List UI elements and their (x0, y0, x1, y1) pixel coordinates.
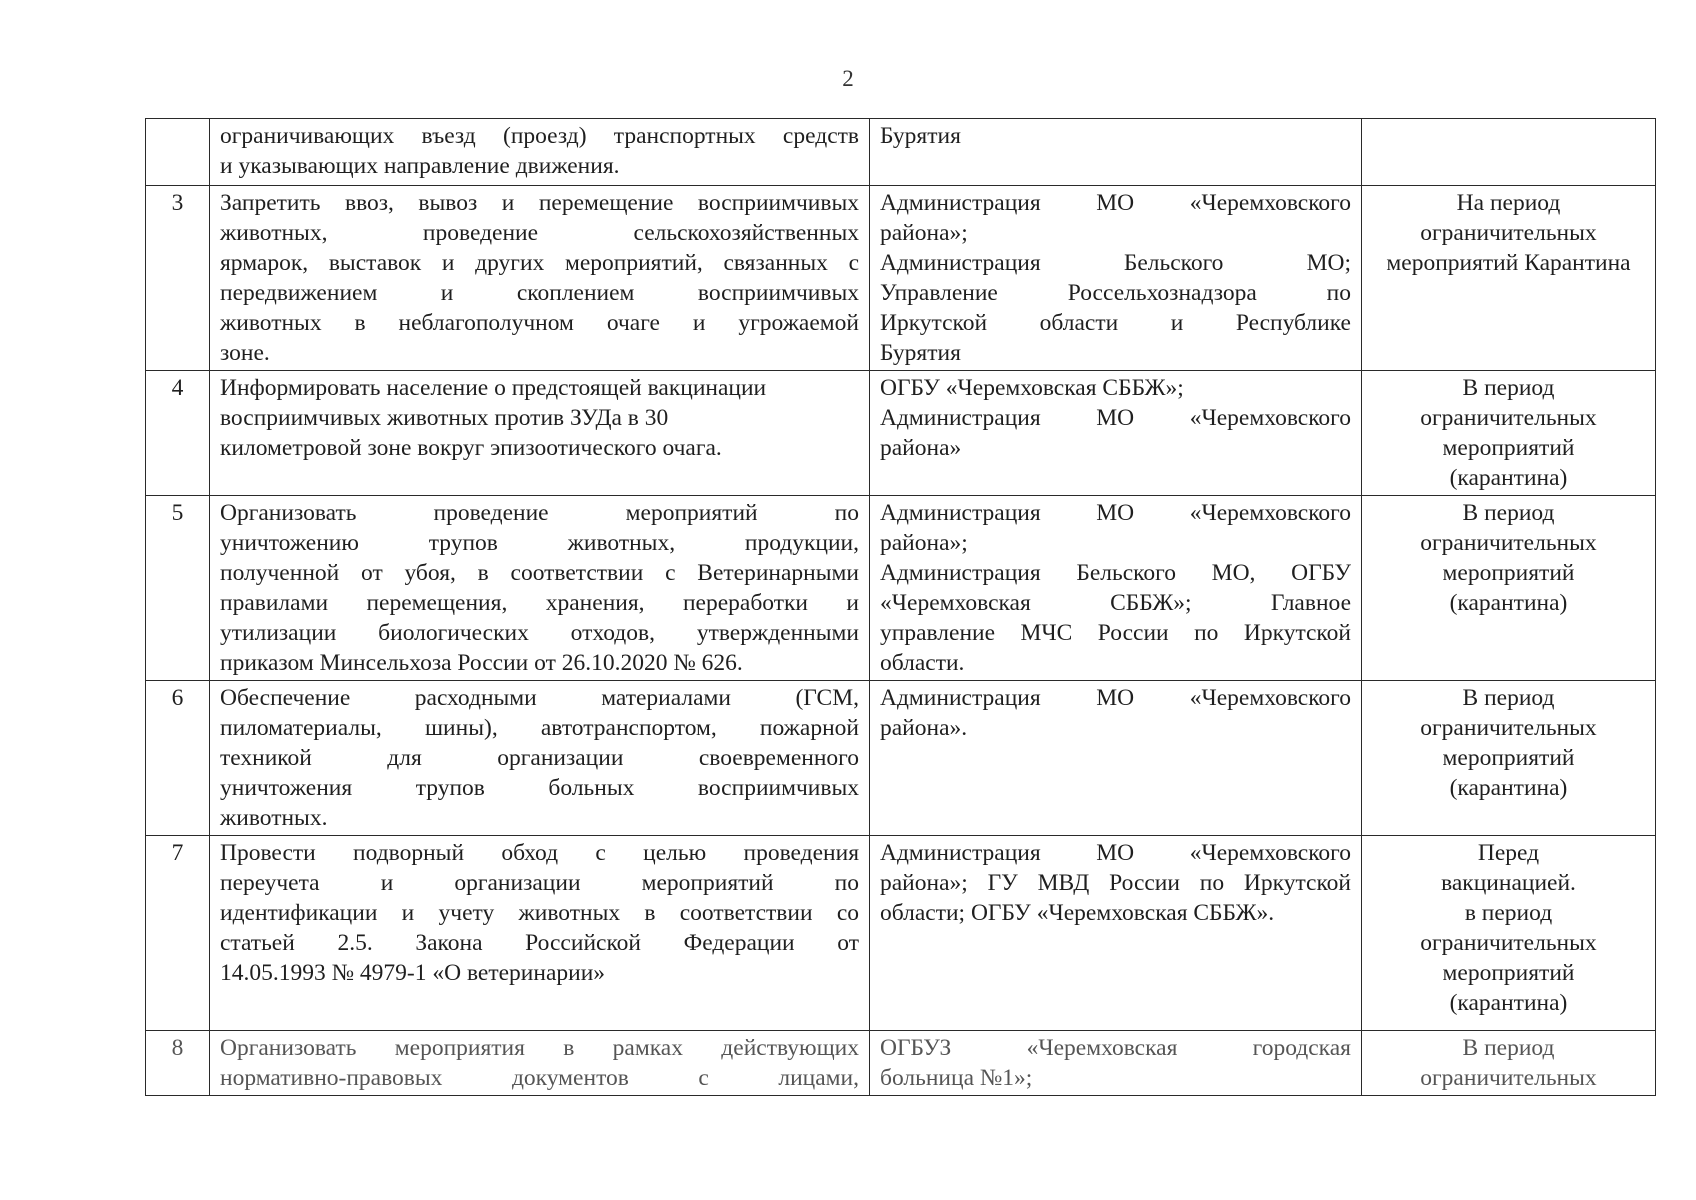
executor-line: Бурятия (880, 123, 961, 149)
action-line: уничтожения трупов больных восприимчивых (220, 775, 859, 801)
period-line: На период (1456, 190, 1561, 216)
period-line: Перед (1477, 840, 1540, 866)
executor-line: больница №1»; (880, 1065, 1033, 1091)
action-line: животных. (220, 805, 328, 831)
action-line: Информировать население о предстоящей вакцинации (220, 375, 767, 401)
period-cell (1362, 496, 1656, 681)
executor-line: района» (880, 435, 962, 461)
executor-line: Администрация Бельского МО; (880, 250, 1351, 276)
period-line: ограничительных (1420, 405, 1597, 431)
executor-line: Бурятия (880, 340, 961, 366)
row-number-cell: 6 (146, 681, 210, 836)
period-line: (карантина) (1449, 590, 1568, 616)
row-number-cell: 4 (146, 371, 210, 496)
action-line: приказом Минсельхоза России от 26.10.2020 № 626. (220, 650, 743, 676)
period-line: мероприятий (1442, 435, 1575, 461)
action-line: Обеспечение расходными материалами (ГСМ, (220, 685, 859, 711)
period-line: в период (1464, 900, 1553, 926)
action-cell (210, 681, 870, 836)
period-cell (1362, 1031, 1656, 1096)
action-line: Организовать мероприятия в рамках действующих (220, 1035, 859, 1061)
period-line: ограничительных (1420, 1065, 1597, 1091)
executor-line: района»; (880, 220, 968, 246)
action-cell (210, 371, 870, 496)
executor-cell (870, 496, 1362, 681)
executor-line: Администрация МО «Черемховского (880, 840, 1351, 866)
measures-table-body (146, 119, 1656, 1096)
period-line: В период (1462, 685, 1555, 711)
action-line: идентификации и учету животных в соответствии со (220, 900, 859, 926)
executor-line: Администрация МО «Черемховского (880, 500, 1351, 526)
period-line: В период (1462, 375, 1555, 401)
executor-line: Администрация МО «Черемховского (880, 405, 1351, 431)
action-line: километровой зоне вокруг эпизоотического очага. (220, 435, 722, 461)
row-number-cell: 7 (146, 836, 210, 1031)
period-line: мероприятий (1442, 960, 1575, 986)
period-line: ограничительных (1420, 930, 1597, 956)
row-number-cell: 8 (146, 1031, 210, 1096)
period-line: мероприятий (1442, 745, 1575, 771)
table-row (146, 836, 1656, 1031)
executor-line: Администрация МО «Черемховского (880, 685, 1351, 711)
action-line: утилизации биологических отходов, утвержденными (220, 620, 859, 646)
executor-line: «Черемховская СББЖ»; Главное (880, 590, 1351, 616)
executor-cell (870, 371, 1362, 496)
action-line: восприимчивых животных против ЗУДа в 30 (220, 405, 669, 431)
executor-cell (870, 186, 1362, 371)
table-row (146, 496, 1656, 681)
action-line: уничтожению трупов животных, продукции, (220, 530, 859, 556)
table-row (146, 371, 1656, 496)
executor-line: района»; ГУ МВД России по Иркутской (880, 870, 1351, 896)
action-cell (210, 496, 870, 681)
action-line: зоне. (220, 340, 270, 366)
period-cell (1362, 119, 1656, 186)
executor-line: Администрация Бельского МО, ОГБУ (880, 560, 1351, 586)
period-line: В период (1462, 1035, 1555, 1061)
action-line: переучета и организации мероприятий по (220, 870, 859, 896)
action-line: передвижением и скоплением восприимчивых (220, 280, 859, 306)
action-line: животных, проведение сельскохозяйственных (220, 220, 859, 246)
executor-line: области. (880, 650, 965, 676)
table-row (146, 1031, 1656, 1096)
action-cell (210, 1031, 870, 1096)
period-line: ограничительных (1420, 715, 1597, 741)
executor-line: района». (880, 715, 968, 741)
action-line: ярмарок, выставок и других мероприятий, связанных с (220, 250, 859, 276)
row-number-cell: 5 (146, 496, 210, 681)
measures-table (145, 118, 1656, 1096)
action-line: правилами перемещения, хранения, переработки и (220, 590, 859, 616)
action-line: и указывающих направление движения. (220, 153, 620, 179)
executor-line: области; ОГБУ «Черемховская СББЖ». (880, 900, 1275, 926)
table-row (146, 186, 1656, 371)
action-cell (210, 119, 870, 186)
action-cell (210, 836, 870, 1031)
period-cell (1362, 371, 1656, 496)
action-line: 14.05.1993 № 4979-1 «О ветеринарии» (220, 960, 606, 986)
executor-line: управление МЧС России по Иркутской (880, 620, 1351, 646)
action-line: нормативно-правовых документов с лицами, (220, 1065, 859, 1091)
action-line: ограничивающих въезд (проезд) транспортных средств (220, 123, 859, 149)
action-line: Провести подворный обход с целью проведения (220, 840, 859, 866)
row-number-cell (146, 119, 210, 186)
table-row (146, 681, 1656, 836)
period-line: В период (1462, 500, 1555, 526)
executor-line: Администрация МО «Черемховского (880, 190, 1351, 216)
action-line: полученной от убоя, в соответствии с Ветеринарными (220, 560, 859, 586)
action-line: техникой для организации своевременного (220, 745, 859, 771)
period-line: (карантина) (1449, 990, 1568, 1016)
period-line: ограничительных (1420, 220, 1597, 246)
action-line: животных в неблагополучном очаге и угрожаемой (220, 310, 859, 336)
executor-cell (870, 836, 1362, 1031)
executor-cell (870, 1031, 1362, 1096)
action-line: Организовать проведение мероприятий по (220, 500, 859, 526)
page-number: 2 (842, 66, 854, 91)
period-cell (1362, 681, 1656, 836)
table-row (146, 119, 1656, 186)
period-line: мероприятий (1442, 560, 1575, 586)
executor-line: ОГБУ «Черемховская СББЖ»; (880, 375, 1184, 401)
action-line: Запретить ввоз, вывоз и перемещение восприимчивых (220, 190, 859, 216)
action-line: пиломатериалы, шины), автотранспортом, пожарной (220, 715, 859, 741)
executor-line: района»; (880, 530, 968, 556)
row-number-cell: 3 (146, 186, 210, 371)
period-cell (1362, 836, 1656, 1031)
executor-line: Иркутской области и Республике (880, 310, 1351, 336)
executor-line: ОГБУЗ «Черемховская городская (880, 1035, 1351, 1061)
action-line: статьей 2.5. Закона Российской Федерации от (220, 930, 859, 956)
period-cell (1362, 186, 1656, 371)
action-cell (210, 186, 870, 371)
executor-cell (870, 119, 1362, 186)
period-line: (карантина) (1449, 465, 1568, 491)
period-line: мероприятий Карантина (1386, 250, 1631, 276)
period-line: (карантина) (1449, 775, 1568, 801)
period-line: ограничительных (1420, 530, 1597, 556)
executor-cell (870, 681, 1362, 836)
executor-line: Управление Россельхознадзора по (880, 280, 1351, 306)
period-line: вакцинацией. (1441, 870, 1576, 896)
